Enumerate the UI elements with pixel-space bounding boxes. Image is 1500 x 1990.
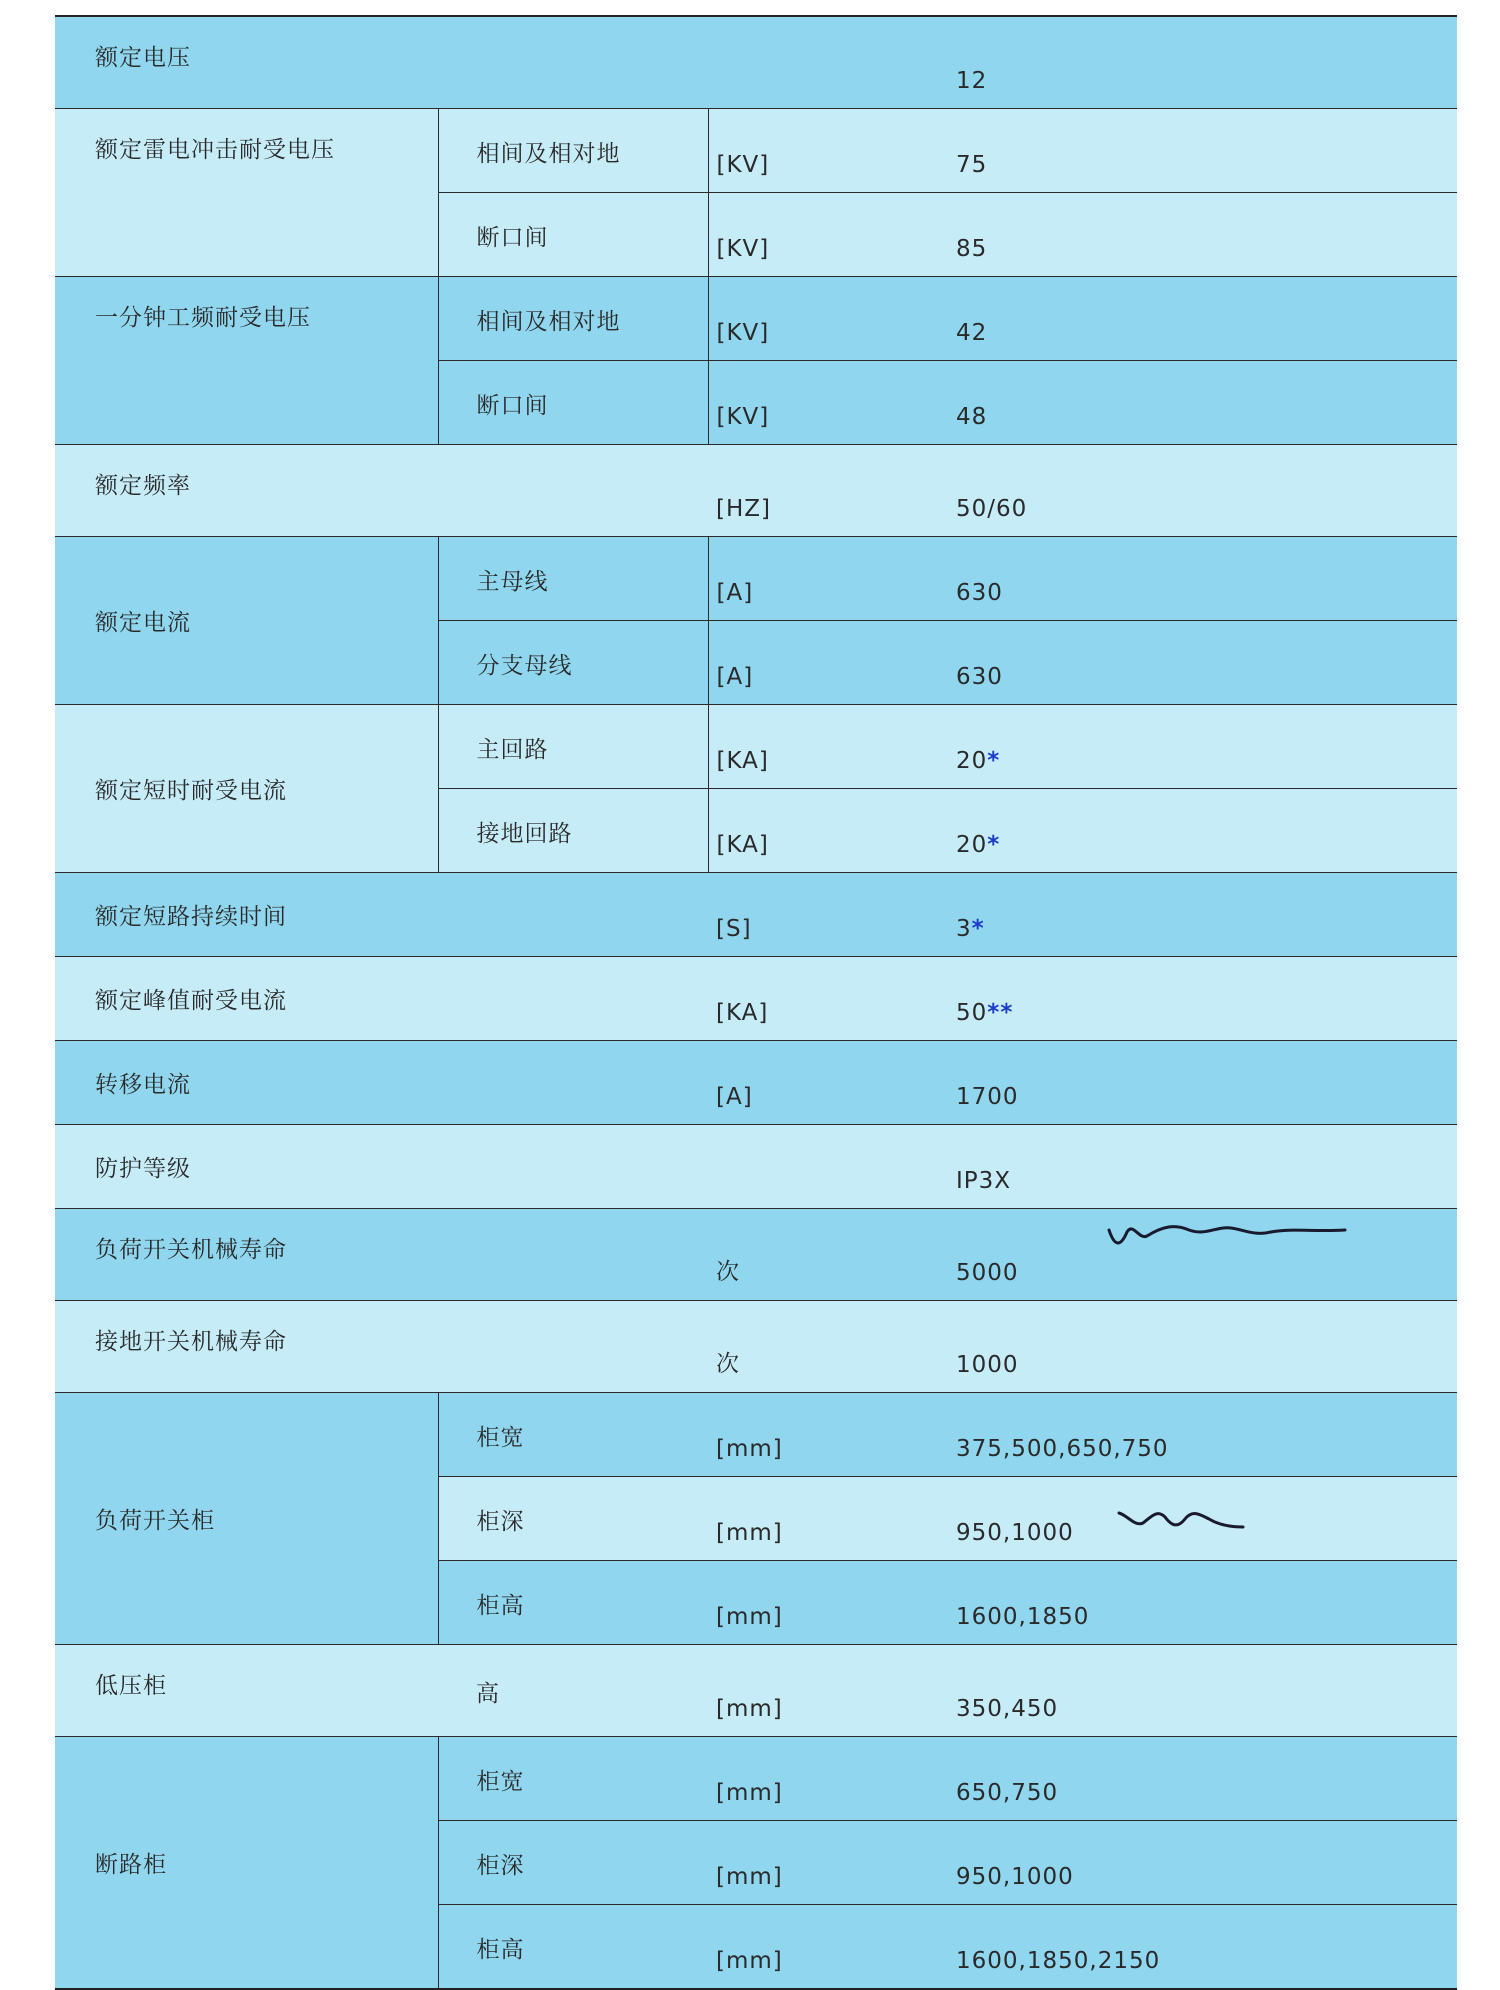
table-row (55, 277, 1457, 361)
param-sub-label (438, 537, 708, 621)
param-name-text: 额定雷电冲击耐受电压 (95, 137, 335, 163)
value-text: 630 (956, 580, 1003, 606)
sub-label-text: 高 (476, 1681, 500, 1707)
footnote-mark: * (987, 748, 1001, 774)
unit-text: [mm] (716, 1604, 783, 1630)
value-text: 75 (956, 152, 988, 178)
param-unit (708, 537, 948, 621)
param-sub-label (438, 621, 708, 705)
param-value (948, 1041, 1457, 1125)
param-unit (708, 109, 948, 193)
param-name-text: 额定短时耐受电流 (95, 778, 287, 804)
param-name (55, 109, 438, 277)
param-name (55, 1209, 708, 1301)
param-name-text: 接地开关机械寿命 (95, 1329, 287, 1355)
unit-text: [mm] (716, 1864, 783, 1890)
sub-label-text: 柜高 (476, 1593, 525, 1619)
sub-label-text: 柜深 (476, 1509, 525, 1535)
param-name-text: 额定峰值耐受电流 (95, 988, 287, 1014)
unit-text: 次 (716, 1259, 740, 1285)
unit-text: [mm] (716, 1520, 783, 1546)
param-value (948, 1209, 1457, 1301)
param-unit (708, 1477, 948, 1561)
param-unit (708, 1393, 948, 1477)
spec-table (55, 15, 1457, 1990)
param-sub-label (438, 109, 708, 193)
param-unit (708, 361, 948, 445)
param-name-text: 额定电压 (95, 45, 191, 71)
unit-text: [KV] (716, 404, 770, 430)
unit-text: [HZ] (716, 496, 771, 522)
value-text: 50/60 (956, 496, 1028, 522)
sub-label-text: 柜宽 (476, 1425, 525, 1451)
value-text: 950,1000 (956, 1864, 1074, 1890)
sub-label-text: 柜深 (476, 1853, 525, 1879)
param-name (55, 537, 438, 705)
param-value (948, 789, 1457, 873)
value-text: 350,450 (956, 1696, 1059, 1722)
param-value (948, 957, 1457, 1041)
param-unit (708, 1737, 948, 1821)
param-value (948, 1393, 1457, 1477)
table-row (55, 873, 1457, 957)
param-name-text: 负荷开关柜 (95, 1508, 215, 1534)
param-sub-label (438, 1737, 708, 1821)
param-name (55, 1737, 438, 1990)
param-unit (708, 1125, 948, 1209)
param-sub-label (438, 1821, 708, 1905)
param-unit (708, 1209, 948, 1301)
table-row (55, 1209, 1457, 1301)
sub-label-text: 断口间 (476, 225, 549, 251)
param-value (948, 537, 1457, 621)
param-name (55, 1301, 708, 1393)
param-value (948, 705, 1457, 789)
param-name (55, 445, 708, 537)
param-value (948, 1905, 1457, 1990)
sub-label-text: 主回路 (476, 737, 549, 763)
sub-label-text: 主母线 (476, 569, 549, 595)
param-sub-label (438, 1561, 708, 1645)
param-name-text: 额定电流 (95, 610, 191, 636)
param-name (55, 1645, 438, 1737)
param-name (55, 1041, 708, 1125)
param-sub-label (438, 361, 708, 445)
param-name-text: 额定短路持续时间 (95, 904, 287, 930)
param-name (55, 1393, 438, 1645)
param-name-text: 断路柜 (95, 1852, 167, 1878)
table-row (55, 445, 1457, 537)
param-name-text: 防护等级 (95, 1156, 191, 1182)
param-name (55, 705, 438, 873)
unit-text: [mm] (716, 1780, 783, 1806)
param-sub-label (438, 1905, 708, 1990)
param-value (948, 1821, 1457, 1905)
param-unit (708, 1821, 948, 1905)
value-text: 1000 (956, 1352, 1019, 1378)
param-unit (708, 1041, 948, 1125)
param-unit (708, 621, 948, 705)
param-value (948, 109, 1457, 193)
unit-text: [KV] (716, 152, 770, 178)
param-unit (708, 789, 948, 873)
param-sub-label (438, 277, 708, 361)
table-row (55, 109, 1457, 193)
value-text: 50 (956, 1000, 988, 1026)
unit-text: [KA] (716, 832, 769, 858)
param-value (948, 1301, 1457, 1393)
unit-text: [S] (716, 916, 752, 942)
unit-text: [A] (716, 1084, 753, 1110)
param-value (948, 16, 1457, 109)
value-text: 42 (956, 320, 988, 346)
value-text: 630 (956, 664, 1003, 690)
param-sub-label (438, 1477, 708, 1561)
param-unit (708, 193, 948, 277)
table-row (55, 1041, 1457, 1125)
unit-text: [KV] (716, 320, 770, 346)
param-unit (708, 957, 948, 1041)
unit-text: [KA] (716, 1000, 769, 1026)
value-text: 20 (956, 748, 988, 774)
param-name-text: 转移电流 (95, 1072, 191, 1098)
footnote-mark: * (971, 916, 985, 942)
param-value (948, 361, 1457, 445)
param-value (948, 1125, 1457, 1209)
table-row (55, 1393, 1457, 1477)
param-name (55, 16, 948, 109)
value-text: 3 (956, 916, 972, 942)
param-value (948, 1737, 1457, 1821)
table-row (55, 1645, 1457, 1737)
param-sub-label (438, 705, 708, 789)
value-text: 48 (956, 404, 988, 430)
param-value (948, 1477, 1457, 1561)
unit-text: [KV] (716, 236, 770, 262)
table-row (55, 16, 1457, 109)
param-unit (708, 705, 948, 789)
param-unit (708, 873, 948, 957)
sub-label-text: 柜宽 (476, 1769, 525, 1795)
param-name-text: 负荷开关机械寿命 (95, 1237, 287, 1263)
param-name-text: 额定频率 (95, 473, 191, 499)
sub-label-text: 相间及相对地 (476, 309, 621, 335)
param-sub-label (438, 193, 708, 277)
sub-label-text: 分支母线 (476, 653, 573, 679)
param-unit (708, 1905, 948, 1990)
param-unit (708, 277, 948, 361)
param-name (55, 277, 438, 445)
value-text: 20 (956, 832, 988, 858)
sub-label-text: 相间及相对地 (476, 141, 621, 167)
unit-text: 次 (716, 1351, 740, 1377)
footnote-mark: ** (987, 1000, 1014, 1026)
param-value (948, 445, 1457, 537)
param-value (948, 621, 1457, 705)
param-sub-label (438, 789, 708, 873)
value-text: 375,500,650,750 (956, 1436, 1169, 1462)
unit-text: [mm] (716, 1436, 783, 1462)
unit-text: [A] (716, 580, 754, 606)
param-sub-label (438, 1645, 708, 1737)
table-row (55, 1301, 1457, 1393)
value-text: 650,750 (956, 1780, 1059, 1806)
param-name (55, 873, 708, 957)
unit-text: [mm] (716, 1696, 783, 1722)
param-value (948, 1645, 1457, 1737)
param-value-text: 12 (956, 68, 988, 94)
unit-text: [KA] (716, 748, 769, 774)
param-name-text: 低压柜 (95, 1673, 167, 1699)
param-unit (708, 445, 948, 537)
value-text: 950,1000 (956, 1520, 1074, 1546)
param-value (948, 873, 1457, 957)
param-value (948, 193, 1457, 277)
table-row (55, 957, 1457, 1041)
value-text: 85 (956, 236, 988, 262)
param-name (55, 957, 708, 1041)
table-row (55, 537, 1457, 621)
param-value (948, 1561, 1457, 1645)
table-row (55, 1125, 1457, 1209)
table-row (55, 705, 1457, 789)
table-row (55, 1737, 1457, 1821)
sub-label-text: 接地回路 (476, 821, 573, 847)
param-name-text: 一分钟工频耐受电压 (95, 305, 311, 331)
sub-label-text: 柜高 (476, 1937, 525, 1963)
value-text: 1600,1850,2150 (956, 1948, 1161, 1974)
unit-text: [A] (716, 664, 754, 690)
unit-text: [mm] (716, 1948, 783, 1974)
value-text: 1600,1850 (956, 1604, 1090, 1630)
sub-label-text: 断口间 (476, 393, 549, 419)
value-text: 5000 (956, 1260, 1019, 1286)
footnote-mark: * (987, 832, 1001, 858)
param-name (55, 1125, 708, 1209)
param-sub-label (438, 1393, 708, 1477)
param-unit (708, 1301, 948, 1393)
param-value (948, 277, 1457, 361)
param-unit (708, 1561, 948, 1645)
value-text: 1700 (956, 1084, 1019, 1110)
param-unit (708, 1645, 948, 1737)
value-text: IP3X (956, 1168, 1012, 1194)
